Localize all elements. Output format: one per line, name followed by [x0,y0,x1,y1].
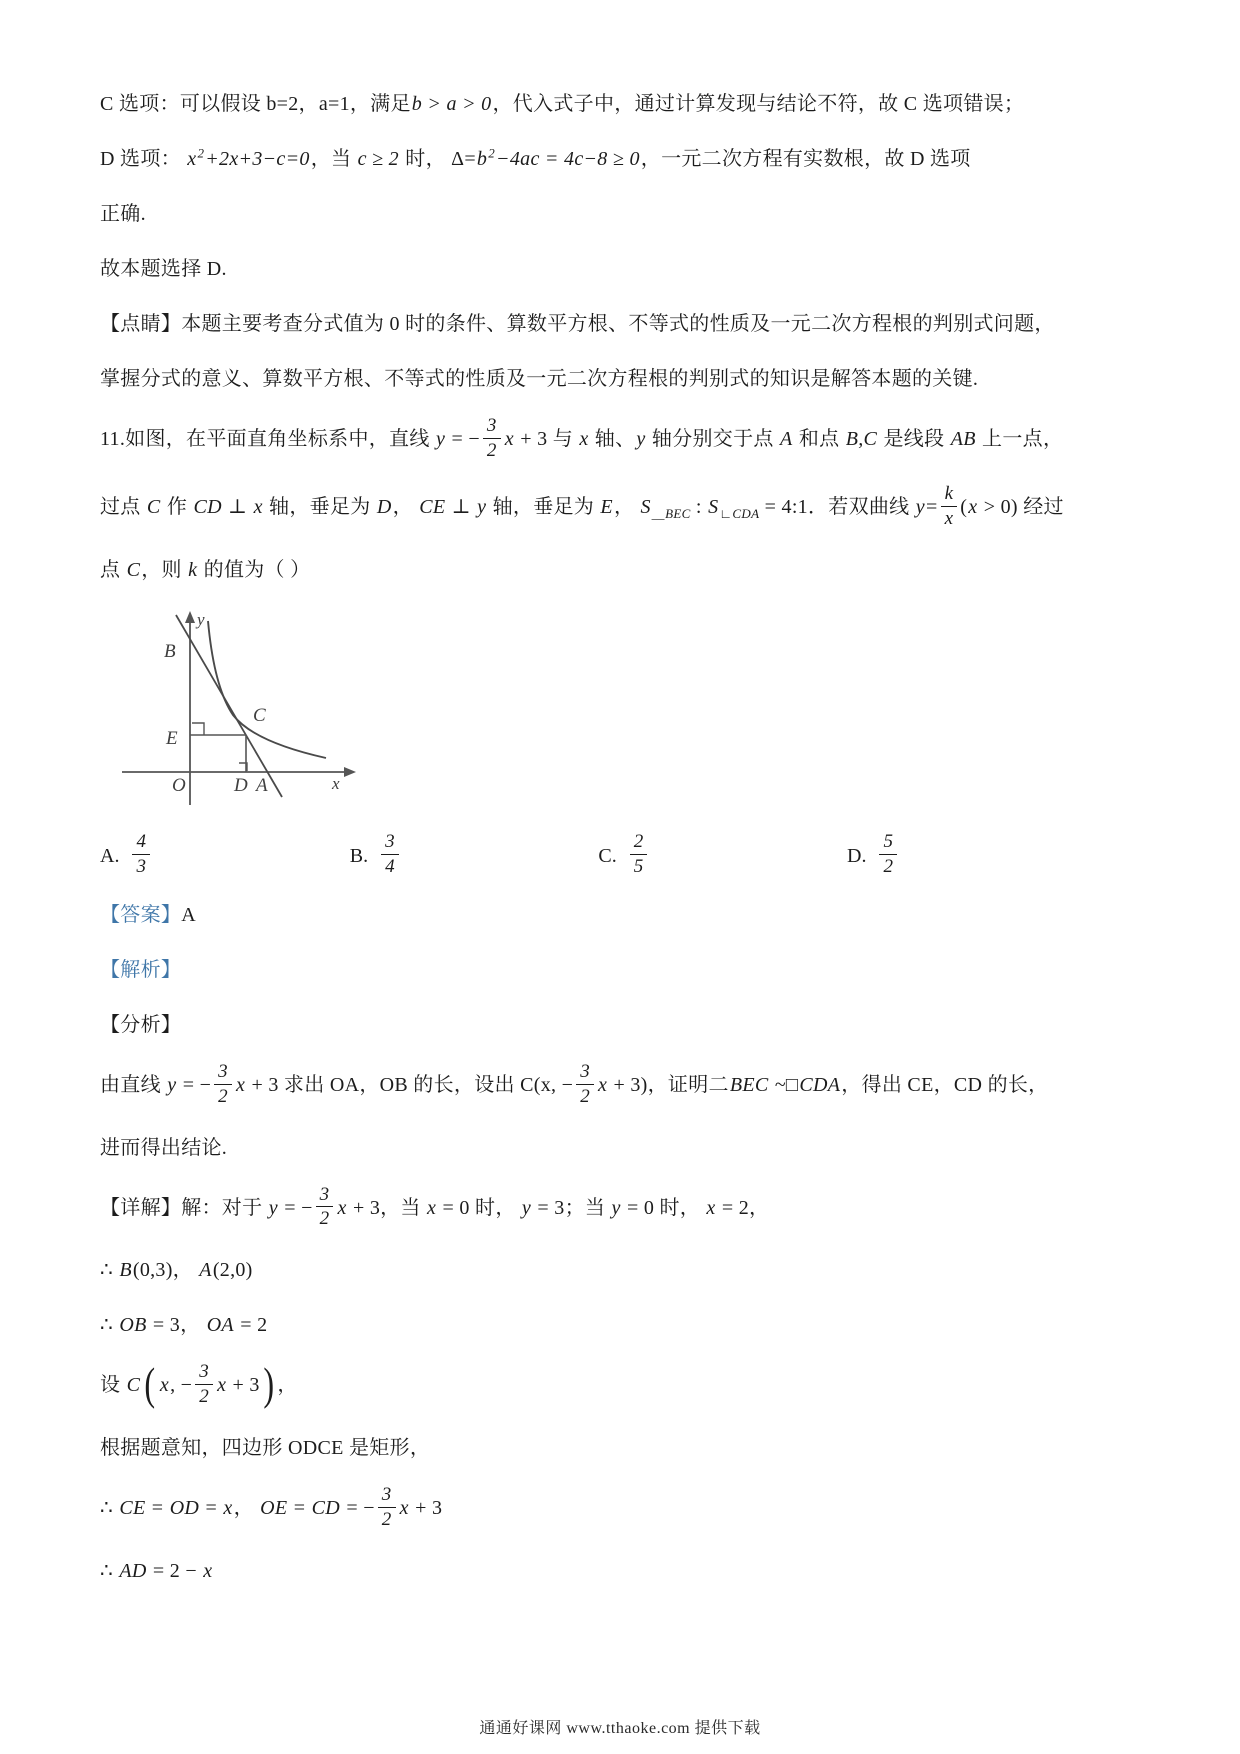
text-run: = 2， [716,1196,770,1219]
math-variable: S [640,495,651,518]
text-run: (0,3)， [132,1259,199,1282]
text-run: 轴，垂足为 [487,495,600,518]
section-label: 【答案】 [100,903,182,926]
math-variable: y [611,1196,621,1219]
text-run: 是线段 [878,428,950,451]
fraction [381,832,399,877]
solution-text-top [100,88,1152,586]
math-variable: AB [950,428,976,451]
option-c-label: C. [598,844,617,867]
math-variable: x [159,1374,170,1397]
line-question-11 [100,415,1152,463]
text-run: 点 [100,558,126,581]
line-ob-oa [100,1309,1152,1341]
text-run: ， [392,495,419,518]
label-c: C [253,704,266,726]
math-variable: CD [193,495,222,518]
text-run: ∴ [100,1314,119,1337]
line-jiexi [100,954,1152,986]
text-run: = [200,1497,223,1520]
fraction [576,1062,594,1107]
y-axis-arrow [185,611,195,623]
math-variable: −4ac = 4c−8 ≥ 0 [496,148,640,170]
subscript: ＿BEC [651,505,691,521]
math-variable: y [521,1196,532,1219]
fraction-denominator: 3 [136,855,146,877]
math-variable: x [706,1196,716,1219]
line-fenxi [100,1009,1152,1041]
text-run: > 0) 经过 [978,495,1064,518]
text-run: = − [177,1073,212,1096]
text-run: ，当 [310,148,357,170]
line-question-11-cont [100,482,1152,531]
text-run: ∴ [100,1497,119,1520]
fraction [630,832,648,877]
math-variable: AD [119,1560,147,1583]
fraction-numerator: k [941,484,958,507]
option-b-label: B. [349,844,369,867]
fraction-denominator: 2 [319,1208,330,1230]
text-run: 时， Δ= [399,148,476,170]
math-variable: y [435,428,446,451]
text-run: A [181,903,196,926]
text-run: 由直线 [100,1073,167,1096]
text-run: = − [341,1497,375,1520]
line-analysis-end [100,1132,1152,1164]
math-variable: x [427,1196,437,1219]
fraction-numerator: 4 [132,832,150,855]
line-ab [176,615,282,797]
line-points-ba [100,1254,1152,1286]
fraction-numerator: 2 [630,832,648,855]
fraction-denominator: 2 [486,439,497,461]
fraction-numerator: 3 [316,1185,334,1208]
text-run: ，得出 CE，CD 的长， [841,1073,1049,1096]
text-run: 轴分别交于点 [646,428,779,451]
option-c [598,830,650,879]
fraction-numerator: 3 [378,1485,396,1508]
fraction-denominator: 2 [580,1085,590,1107]
fraction [132,832,150,877]
text-run: 作 [161,495,193,518]
fraction [214,1062,232,1107]
fraction-numerator: 3 [483,416,501,439]
text-run: ∴ [100,1259,119,1282]
text-run: = 2 [234,1314,268,1337]
math-variable: x [968,495,978,518]
text-run: = [925,495,938,518]
label-x: x [332,773,340,793]
fraction-denominator: 5 [633,855,644,877]
superscript: 2 [488,145,496,161]
label-e: E [166,727,178,749]
math-variable: x [217,1374,227,1397]
text-run: ⊥ [222,495,253,518]
line-answer [100,899,1152,931]
math-variable: x [223,1497,233,1520]
math-variable: OE [260,1497,288,1520]
right-angle-mark-e [192,723,204,735]
text-run: 掌握分式的意义、算数平方根、不等式的性质及一元二次方程根的判别式的知识是解答本题的关键. [100,368,979,390]
question-figure-graph [106,609,374,813]
option-d-label: D. [847,844,867,867]
fraction-numerator: 5 [879,832,897,855]
option-a-label: A. [100,844,120,867]
label-d: D [234,774,248,796]
math-variable: x [187,148,197,170]
text-run: + 3)，证明二 [608,1073,729,1096]
option-d [847,830,900,879]
fraction [316,1185,334,1230]
solution-text-bottom [100,899,1152,1588]
text-run: 【点睛】本题主要考查分式值为 0 时的条件、算数平方根、不等式的性质及一元二次方程根的判别式问题， [100,313,1055,335]
math-variable: y [915,495,925,518]
math-variable: k [188,558,198,581]
math-variable: E [600,495,613,518]
text-run: ⊥ [446,495,477,518]
subscript: ∟CDA [719,505,760,521]
text-run: 故本题选择 D. [100,258,227,280]
line-ce-od [100,1484,1152,1532]
math-variable: OD [169,1497,200,1520]
fraction-denominator: 4 [385,855,395,877]
section-label: 【解析】 [100,958,182,981]
fraction-denominator: 2 [381,1509,392,1531]
text-run: ~□ [769,1073,799,1096]
fraction [378,1485,396,1530]
text-run: + 3，当 [347,1196,427,1219]
text-run: = [146,1497,169,1520]
fraction-denominator: 2 [199,1386,210,1408]
label-b: B [164,640,176,662]
math-variable: OB [119,1314,147,1337]
fraction [195,1362,213,1407]
math-variable: B [119,1259,132,1282]
text-run: + 3 求出 OA，OB 的长，设出 C(x, − [246,1073,574,1096]
math-variable: B,C [845,428,878,451]
big-paren-open: ( [144,1358,156,1410]
text-run: C 选项：可以假设 b=2，a=1，满足 [100,93,411,115]
fraction [941,484,958,529]
line-dianjing-cont [100,363,1152,395]
text-run: ，一元二次方程有实数根，故 D 选项 [640,148,971,170]
math-variable: C [146,495,161,518]
math-variable: S [708,495,719,518]
label-a: A [256,774,268,796]
text-run: 轴、 [589,428,636,451]
line-choose-d [100,253,1152,285]
text-run: 和点 [793,428,845,451]
document-content [100,88,1152,1610]
math-variable: b > a > 0 [411,93,492,115]
text-run: = [288,1497,311,1520]
text-run: + 3 [227,1374,260,1397]
math-variable: y [636,428,646,451]
text-run: D 选项： [100,148,187,170]
math-variable: CE [119,1497,146,1520]
math-variable: x [399,1497,409,1520]
option-b [349,830,402,879]
text-run: 【分析】 [100,1013,182,1036]
math-variable: x [504,428,514,451]
text-run: = 0 时， [621,1196,706,1219]
answer-options-row [100,830,900,879]
math-variable: y [167,1073,177,1096]
text-run: 设 [100,1374,126,1397]
line-question-11-end [100,554,1152,586]
line-rectangle [100,1432,1152,1464]
text-run: ， [233,1497,260,1520]
text-run: = 3；当 [532,1196,611,1219]
text-run: = − [446,428,480,451]
math-variable: OA [206,1314,234,1337]
math-variable: CE [419,495,446,518]
math-variable: y [268,1196,278,1219]
text-run: = − [278,1196,313,1219]
math-variable: D [376,495,392,518]
math-variable: x [203,1560,213,1583]
math-variable: C [126,558,141,581]
x-axis-arrow [344,767,356,777]
footer-watermark: 通通好课网 www.tthaoke.com 提供下载 [479,1720,761,1737]
text-run: (2,0) [212,1259,253,1282]
option-a [100,830,153,879]
figure-wrap [106,609,1152,818]
math-variable: BEC [729,1073,769,1096]
math-variable: y [477,495,487,518]
text-run: 【详解】解：对于 [100,1196,268,1219]
text-run: ，代入式子中，通过计算发现与结论不符，故 C 选项错误； [492,93,1025,115]
text-run: = 3， [147,1314,206,1337]
line-ad [100,1555,1152,1587]
fraction-numerator: 3 [576,1062,594,1085]
text-run: = 0 时， [437,1196,521,1219]
text-run: 11.如图，在平面直角坐标系中，直线 [100,428,435,451]
fraction-denominator: 2 [218,1085,228,1107]
text-run: ， [277,1374,298,1397]
math-variable: x [235,1073,246,1096]
line-set-c [100,1358,1152,1410]
text-run: , − [170,1374,193,1397]
text-run: = 4:1．若双曲线 [759,495,915,518]
math-variable: x [579,428,589,451]
text-run: ∴ [100,1560,119,1583]
fraction-numerator: 3 [214,1062,232,1085]
math-variable: b [476,148,488,170]
label-y: y [197,609,205,629]
math-variable: c ≥ 2 [357,148,399,170]
line-analysis-body [100,1060,1152,1109]
text-run: 轴，垂足为 [263,495,376,518]
math-variable: C [126,1374,141,1397]
line-option-d-analysis [100,143,1152,175]
text-run: ，则 [141,558,188,581]
big-paren-close: ) [263,1358,275,1410]
line-detail [100,1183,1152,1232]
text-run: 的值为（ ） [198,558,311,581]
math-variable: CDA [799,1073,841,1096]
superscript: 2 [197,145,205,161]
math-variable: x [253,495,263,518]
fraction [879,832,897,877]
math-variable: +2x+3−c=0 [205,148,310,170]
fraction [483,416,501,461]
text-run: : [690,495,708,518]
text-run: 根据题意知，四边形 ODCE 是矩形， [100,1437,431,1460]
text-run: 进而得出结论. [100,1136,228,1159]
line-option-c-analysis [100,88,1152,120]
text-run: 上一点， [976,428,1064,451]
text-run: ， [613,495,640,518]
line-dianjing [100,308,1152,340]
math-variable: x [337,1196,347,1219]
text-run: + 3 与 [514,428,579,451]
text-run: = 2 − [147,1560,203,1583]
math-variable: x [598,1073,608,1096]
fraction-denominator: x [944,507,954,529]
text-run: ( [960,495,968,518]
math-variable: A [780,428,793,451]
text-run: + 3 [409,1497,443,1520]
math-variable: CD [311,1497,341,1520]
text-run: 正确. [100,203,146,225]
text-run: 过点 [100,495,146,518]
label-o: O [172,774,186,796]
hyperbola-curve [208,621,326,758]
fraction-numerator: 3 [195,1362,213,1385]
fraction-numerator: 3 [381,832,399,855]
math-variable: A [199,1259,212,1282]
line-correct [100,198,1152,230]
fraction-denominator: 2 [883,855,893,877]
